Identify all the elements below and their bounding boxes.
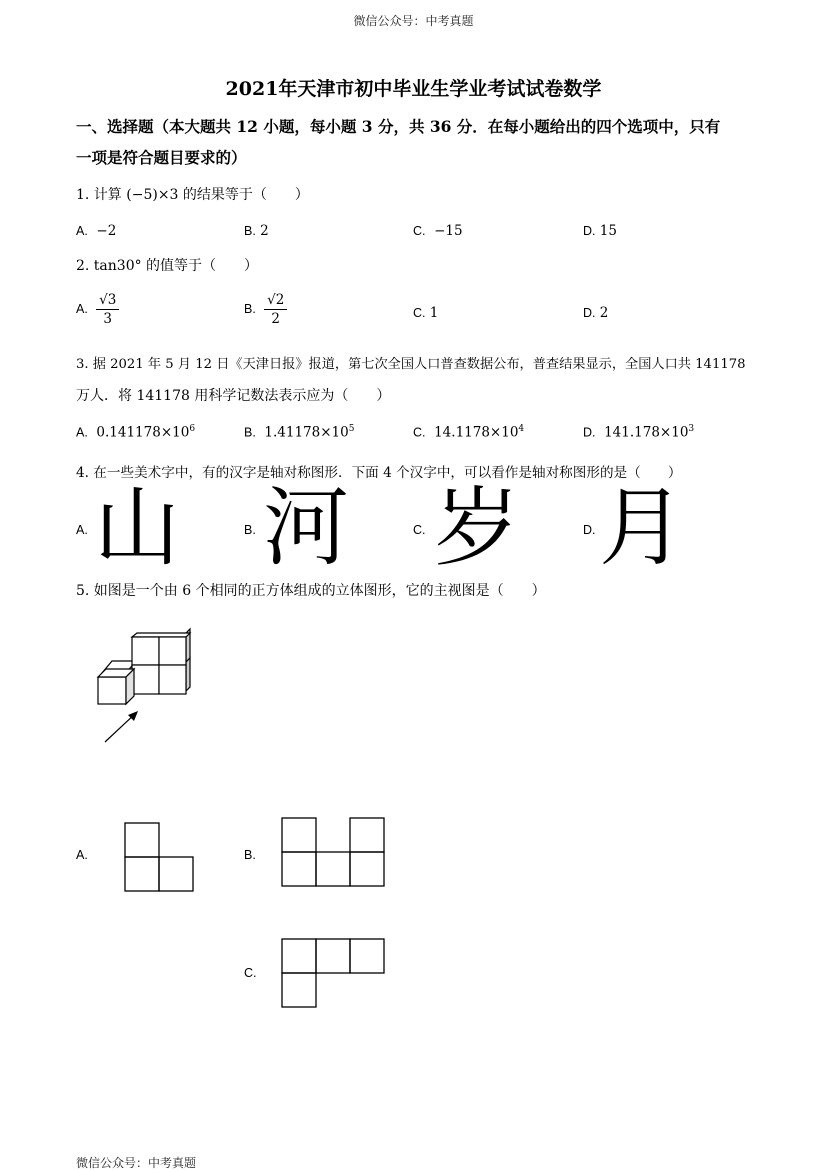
q4-option-b-label: B.	[244, 523, 256, 537]
question-5: 5. 如图是一个由 6 个相同的正方体组成的立体图形，它的主视图是（ ）	[76, 583, 546, 599]
q4-option-d-char: 月	[599, 478, 685, 578]
q3-option-b: B. $1.41178\times 10^5$	[244, 424, 355, 441]
q5-option-b-label: B.	[244, 848, 256, 862]
q2-option-a: A. $\frac{√3}{3}$	[76, 292, 119, 327]
q1-option-b: B. 2	[244, 223, 269, 239]
page-footer: 微信公众号：中考真题	[76, 1156, 197, 1170]
q5-option-a-figure	[124, 822, 196, 894]
q1-option-c: C. −15	[413, 223, 463, 239]
q1-option-a: A. −2	[76, 223, 117, 239]
q4-option-c-char: 岁	[434, 478, 520, 578]
q2-option-c: C. 1	[413, 305, 439, 321]
q4-option-b-char: 河	[263, 478, 349, 578]
q4-option-a-label: A.	[76, 523, 88, 537]
q3-option-a: A. $0.141178\times 10^6$	[76, 424, 196, 441]
question-4: 4. 在一些美术字中，有的汉字是轴对称图形．下面 4 个汉字中，可以看作是轴对称图形的是（ ）	[76, 465, 682, 481]
q3-option-d: D. $141.178\times 10^3$	[583, 424, 695, 441]
q3-option-c: C. $14.1178\times 10^4$	[413, 424, 525, 441]
cube-stack-figure	[90, 625, 200, 750]
question-1: 1. 计算 (−5)×3 的结果等于（ ）	[76, 187, 309, 203]
q5-option-b-figure	[281, 817, 387, 889]
question-3-line1: 3. 据 2021 年 5 月 12 日《天津日报》报道，第七次全国人口普查数据公布，普查结果显示，全国人口共 141178	[76, 357, 746, 372]
page-header: 微信公众号：中考真题	[353, 14, 474, 28]
page-title: 2021年天津市初中毕业生学业考试试卷数学	[225, 78, 602, 100]
q5-option-c-figure	[281, 938, 387, 1010]
section-heading-line2: 一项是符合题目要求的）	[76, 148, 247, 167]
q1-option-d: D. 15	[583, 223, 617, 239]
q2-option-b: B. $\frac{√2}{2}$	[244, 292, 287, 327]
q4-option-a-char: 山	[94, 478, 180, 578]
q4-option-d-label: D.	[583, 523, 596, 537]
question-2: 2. tan30° 的值等于（ ）	[76, 258, 259, 274]
q2-option-d: D. 2	[583, 305, 609, 321]
q5-option-a-label: A.	[76, 848, 88, 862]
question-3-line2: 万人．将 141178 用科学记数法表示应为（ ）	[76, 388, 391, 404]
q5-option-c-label: C.	[244, 966, 257, 980]
section-heading-line1: 一、选择题（本大题共 12 小题，每小题 3 分，共 36 分．在每小题给出的四个选项中，只有	[76, 117, 721, 136]
q4-option-c-label: C.	[413, 523, 426, 537]
